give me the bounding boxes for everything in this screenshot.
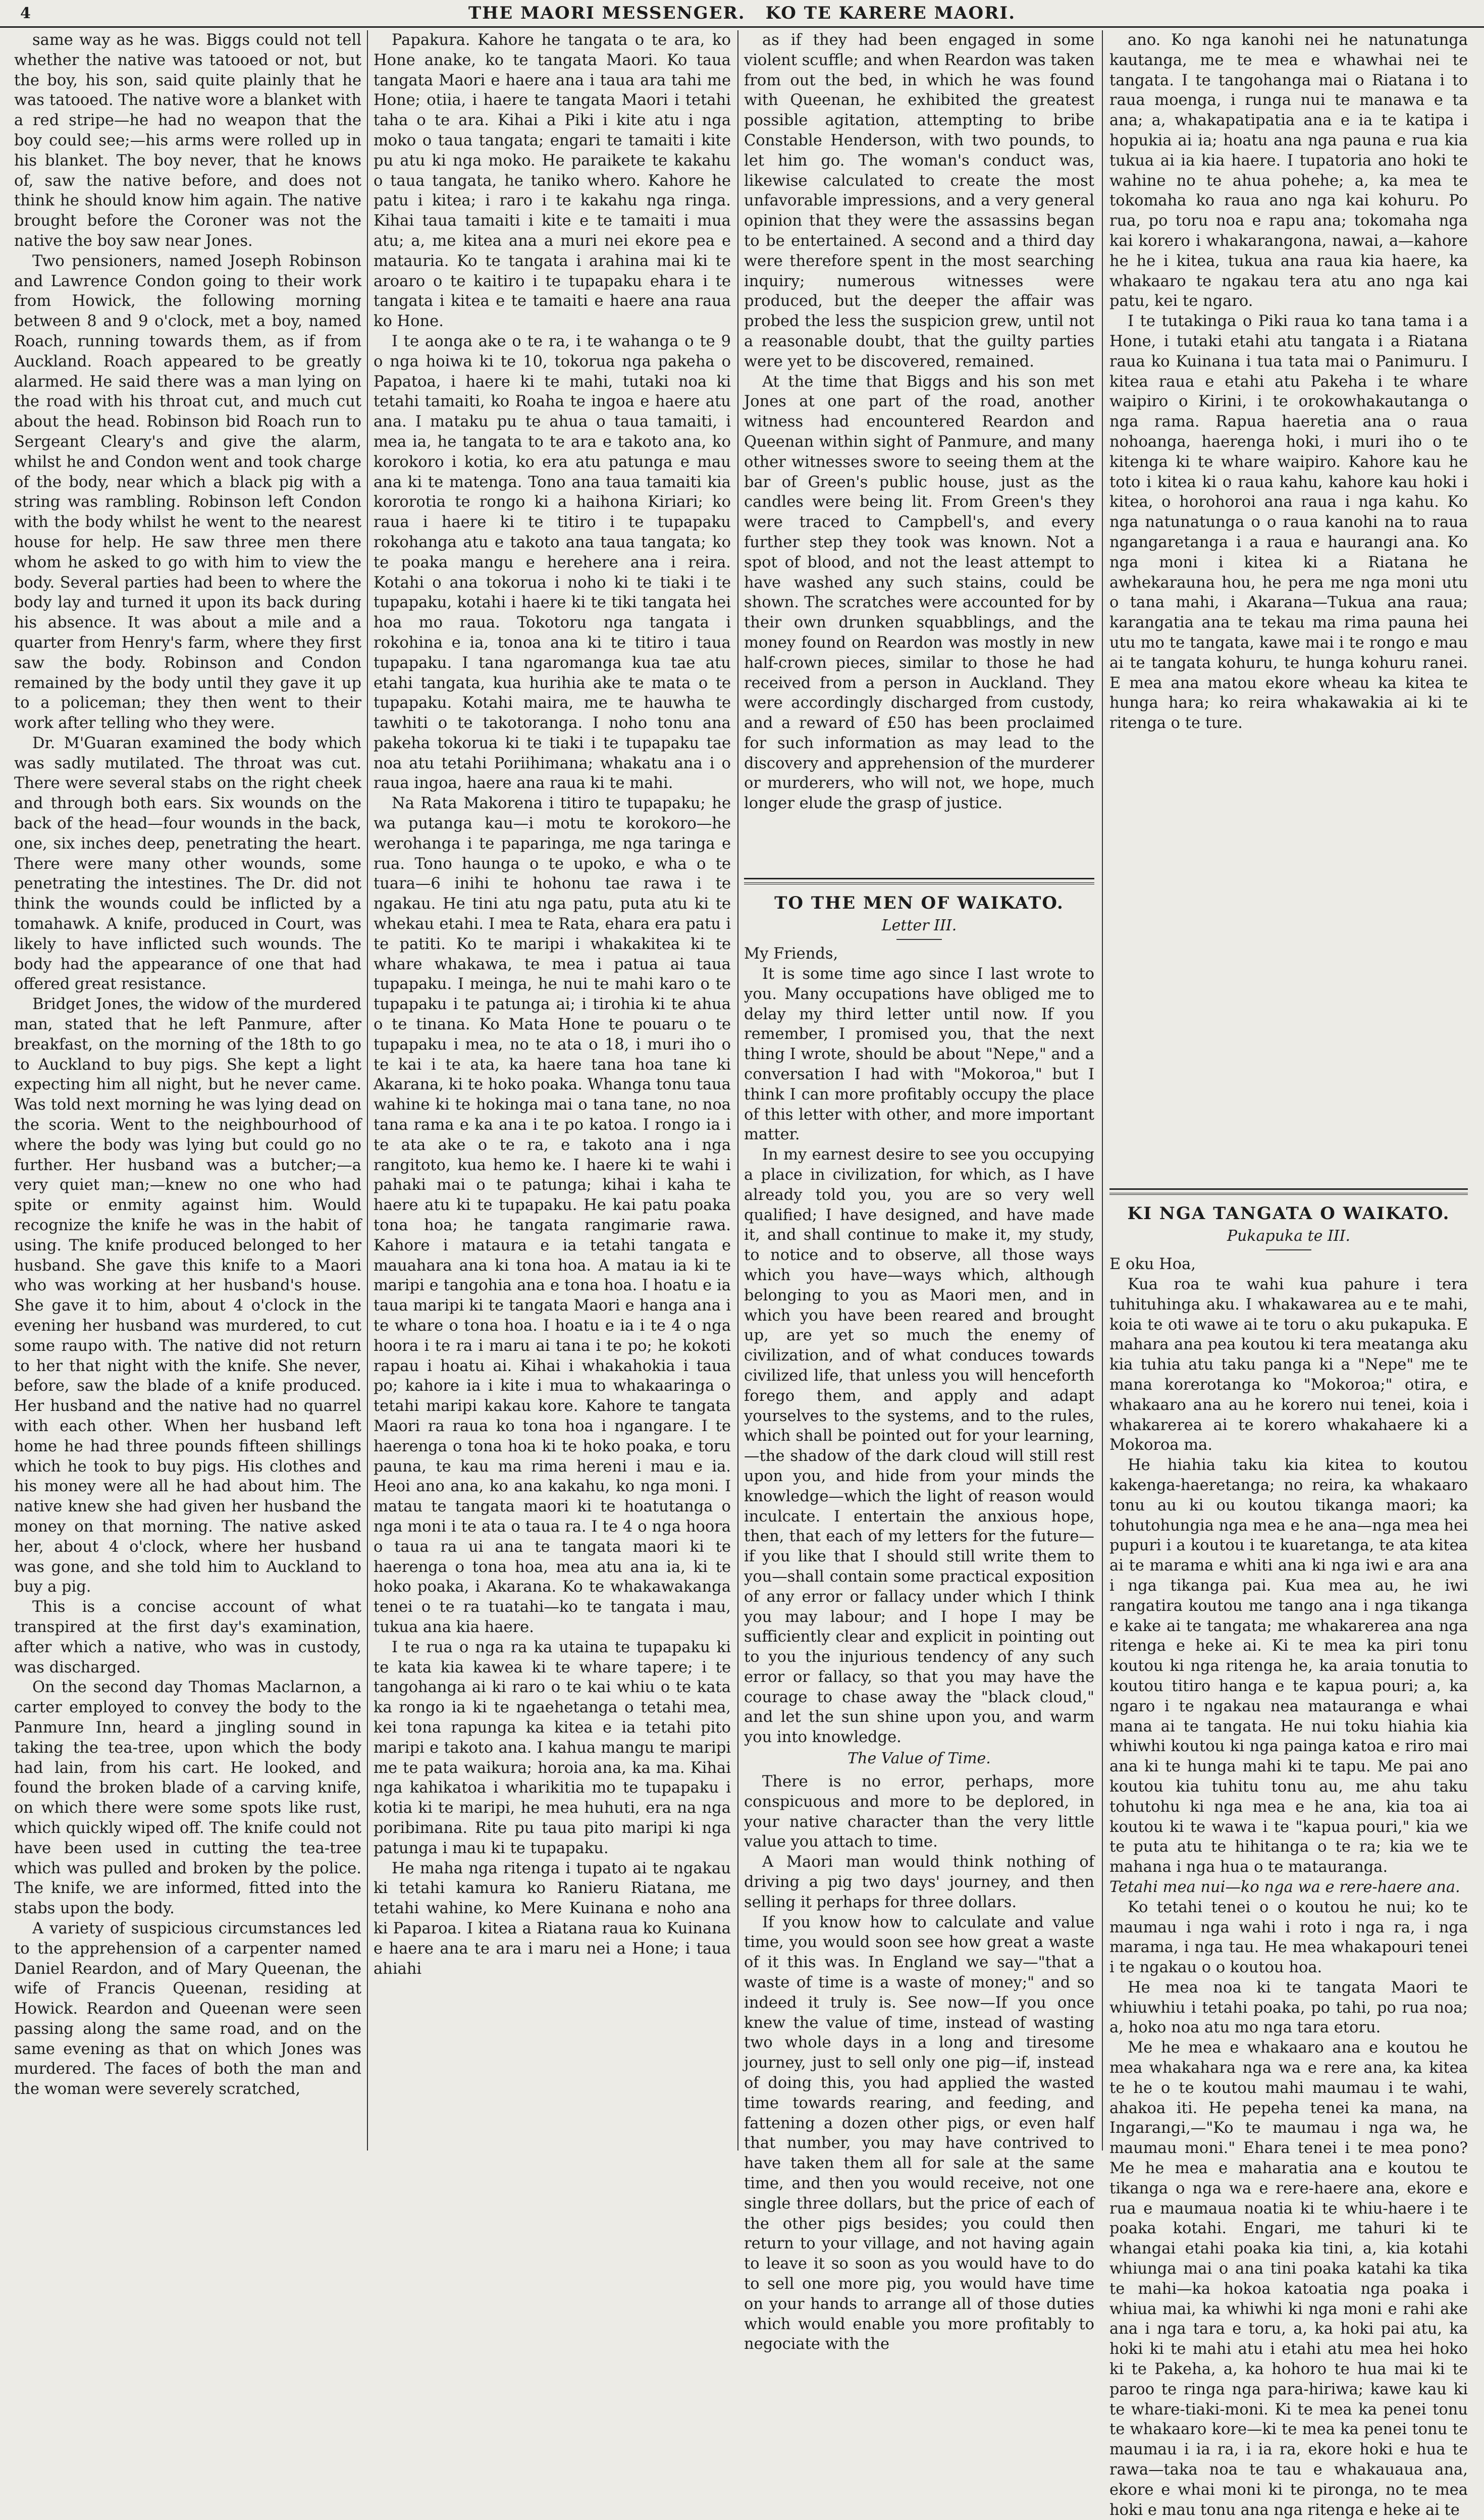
- paragraph: Me he mea e whakaaro ana e koutou he mea whakahara nga wa e rere ana, ka kitea te he o te koutou mahi maumau i te wahi, ahakoa iti. He pepeha tenei ka mana, na Ingarangi,—"Ko te maumau i nga wa, he maumau moni." Ehara tenei i te mea pono? Me he mea e maharatia ana e koutou te tikanga o nga wa e rere-haere ana, ekore e rua e maumaua noatia ki te whiu-haere i te poaka kotahi. Engari, me tahuri ki te whangai etahi poaka kia tini, a, kia kotahi whiunga mai o ana tini poaka katahi ka tika te mahi—ka hokoa katoatia nga poaka i whiua mai, ka whiwhi ki nga moni e rahi ake ana i nga tara e toru, a, ka hoki pai atu, ka hoki ki te mahi atu i etahi atu mea hei hoko ki te Pakeha, a, ka hohoro te hua mai ki te paroo te ringa nga para-hiriwa; kawe kau ki te whare-tiaki-moni. Ki te mea ka penei tonu te whakaaro kore—ki te mea ka penei tonu te maumau i ia ra, i ia ra, ekore hoki e hua te rawa—taka noa te tau e whakauaua ana, ekore e whai moni ki te pironga, no te mea hoki e mau tonu ana nga ritenga e heke ai te: [1109, 2039, 1468, 2519]
- paragraph: In my earnest desire to see you occupying a place in civilization, for which, as I have already told you, you are so very well qualified; I have designed, and have made it, and shall continue to make it, my study, to notice and to observe, all those ways which you have—ways which, although belonging to you as Maori men, and in which you have been reared and brought up, are yet so much the enemy of civilization, and of what conduces towards civilized life, that unless you will henceforth forego them, and apply and adapt yourselves to the systems, and to the rules, which shall be pointed out for your learning,—the shadow of the dark cloud will still rest upon you, and hide from your minds the knowledge—which the light of reason would inculcate. I entertain the anxious hope, then, that each of my letters for the future—if you like that I should still write them to you—shall contain some practical exposition of any error or fallacy under which I think you may labour; and I hope I may be sufficiently clear and explicit in pointing out to you the injurious tendency of any such error or fallacy, so that you may have the courage to chase away the "black cloud," and let the sun shine upon you, and warm you into knowledge.: [744, 1146, 1094, 1747]
- section-divider: [1109, 1193, 1468, 1195]
- paragraph: Bridget Jones, the widow of the murdered man, stated that he left Panmure, after breakfast, on the morning of the 18th to go to Auckland to buy pigs. She kept a light expecting him all night, but he never came. Was told next morning he was lying dead on the scoria. Went to the neighbourhood of where the body was lying but could go no further. Her husband was a butcher;—a very quiet man;—knew no one who had spite or enmity against him. Would recognize the knife he was in the habit of using. The knife produced belonged to her husband. She gave this knife to a Maori who was working at her husband's house. She gave it to him, about 4 o'clock in the evening her husband was murdered, to cut some raupo with. The native did not return to her that night with the knife. She never, before, saw the blade of a knife produced. Her husband and the native had no quarrel with each other. When her husband left home he had three pounds fifteen shillings which he took to buy pigs. His clothes and his money were all he had about him. The native knew she had given her husband the money on that morning. The native asked her, about 4 o'clock, where her husband was gone, and she told him to Auckland to buy a pig.: [14, 995, 361, 1596]
- letter-subheading: Pukapuka te III.: [1227, 1227, 1351, 1245]
- paragraph: This is a concise account of what transpired at the first day's examination, after which a native, who was in custody, was discharged.: [14, 1598, 361, 1676]
- paragraph: A variety of suspicious circumstances led to the apprehension of a carpenter named Daniel Reardon, and of Mary Queenan, the wife of Francis Queenan, residing at Howick. Reardon and Queenan were seen passing along the same road, and on the same evening as that on which Jones was murdered. The faces of both the man and the woman were severely scratched,: [14, 1919, 361, 2098]
- paragraph: He maha nga ritenga i tupato ai te ngakau ki tetahi kamura ko Ranieru Riatana, me tetahi wahine, ko Mere Kuinana e noho ana ki Paparoa. I kitea a Riatana raua ko Kuinana e haere ana te ara i maru nei a Hone; i taua ahiahi: [374, 1859, 731, 1978]
- column-3-english: [744, 30, 1095, 2353]
- column-rule: [737, 30, 738, 2150]
- paragraph: Na Rata Makorena i titiro te tupapaku; he wa putanga kau—i motu te korokoro—he werohanga i te paparinga, me nga taringa e rua. Tono haunga o te upoko, e wha o te tuara—6 inihi te hohonu tae rawa i te ngakau. He tini atu nga patu, puta atu ki te whekau etahi. I mea te Rata, ehara era patu i te patiti. Ko te maripi i whakakitea ki te whare whakawa, te mea i patua ai taua tupapaku. I meinga, he nui te mahi karo o te tupapaku i te patunga ai; i tirohia ki te ahua o te tinana. Ko Mata Hone te pouaru o te tupapaku i mea, no te ata o 18, i muri iho o te kai i te ata, ka haere tana hoa tane ki Akarana, ki te hoko poaka. Whanga tonu taua wahine ki te hokinga mai o tana tane, no noa tana rama e ka ana i te po katoa. I rongo ia i te ata ake o te ra, e takoto ana i nga rangitoto, kua hemo ke. I haere ki te wahi i pahaki mai o te patunga; kihai i kaha te haere atu ki te tupapaku. He kai patu poaka tona hoa; he tangata rangimarie rawa. Kahore i mataura e ia tetahi tangata e mauahara ana ki tona hoa. A matau ia ki te maripi e tangohia ana e tona hoa. I hoatu e ia taua maripi ki te tangata Maori e hanga ana i te whare o tona hoa. I hoatu e ia i te 4 o nga hoora i te ra i maru ai tana i te po; he kokoti rapau i hoatu ai. Kihai i whakahokia i taua po; kahore ia i kite i mua to whakaaringa o tetahi maripi kakau kore. Kahore te tangata Maori ra raua ko tona hoa i ngangare. I te haerenga o tona hoa ki te hoko poaka, e toru pauna, te kau ma rima hereni i mau e ia. Heoi ano ana, ko ana kakahu, ko nga moni. I matau te tangata maori ki te hoatutanga o nga moni i te ata o taua ra. I te 4 o nga hoora o taua ra ui ana te tangata maori ki te haerenga o tona hoa, mea atu ana ia, ki te hoko poaka, i Akarana. Ko te whakawakanga tenei o te ra tuatahi—ko te tangata i mau, tukua ana kia haere.: [374, 795, 731, 1636]
- column-rule: [367, 30, 368, 2150]
- paragraph: He hiahia taku kia kitea to koutou kakenga-haeretanga; no reira, ka whakaaro tonu au ki ou koutou tikanga maori; ka tohutohungia nga mea e he ana—nga mea hei pupuri i a koutou i te kuaretanga, te ata kitea ai te marama e whiti ana ki nga iwi e ara ana i nga tikanga pai. Kua mea au, he iwi rangatira koutou me tango ana i nga tikanga e kake ai te tangata; me whakarerea ana nga ritenga e heke ai. Ki te mea ka piri tonu koutou ki nga ritenga he, ka araia tonutia to koutou titiro hanga e te kapua pouri; a, ka ngaro i te ngakau nea matauranga e whai mana ai te tangata. He nui toku hiahia kia whiwhi koutou ki nga painga katoa e riro mai ana ki te hunga mahi ki te tapu. Me pai ano koutou kia tuhitu tonu au, me ahu taku tohutohu ki nga mea e he ana, kia toa ai koutou ki te wawa i te "kapua pouri," kia we te puta atu te hihitanga o te ra; kia we te mahana i nga hua o te matauranga.: [1109, 1456, 1468, 1876]
- column-4-maori: [1109, 30, 1468, 2519]
- section-divider: [744, 882, 1094, 884]
- letter-heading: KI NGA TANGATA O WAIKATO.: [1127, 1203, 1450, 1224]
- paragraph: Kua roa te wahi kua pahure i tera tuhituhinga aku. I whakawarea au e te mahi, koia te oti wawe ai te toru o aku pukapuka. E mahara ana pea koutou ki tera meatanga aku kia tuhia atu taku panga ki a "Nepe" me te mana korerotanga ko "Mokoroa;" otira, e whakaaro ana au he korero nui tenei, koia i whakarerea ai te korero whakahaere ki a Mokoroa ma.: [1109, 1276, 1468, 1454]
- paragraph: If you know how to calculate and value time, you would soon see how great a waste of it this was. In England we say—"that a waste of time is a waste of money;" and so indeed it truly is. See now—If you once knew the value of time, instead of wasting two whole days in a long and tiresome journey, just to sell only one pig—if, instead of doing this, you had applied the wasted time towards rearing, and feeding, and fattening a dozen other pigs, or even half that number, you may have contrived to have taken them all for sale at the same time, and then you would receive, not one single three dollars, but the price of each of the other pigs besides; you could then return to your village, and not having again to leave it so soon as you would have to do to sell one more pig, you would have time on your hands to arrange all of those duties which would enable you more profitably to negociate with the: [744, 1913, 1094, 2353]
- letter-subheading: Letter III.: [881, 917, 957, 934]
- section-divider: [1109, 1188, 1468, 1190]
- report-continuation: [744, 30, 1094, 871]
- short-rule: [896, 939, 942, 940]
- paragraph: Dr. M'Guaran examined the body which was sadly mutilated. The throat was cut. There were several stabs on the right cheek and through both ears. Six wounds on the back of the head—four wounds in the back, one, six inches deep, penetrating the heart. There were many other wounds, some penetrating the intestines. The Dr. did not think the wounds could be inflicted by a tomahawk. A knife, produced in Court, was likely to have inflicted such wounds. The body had the appearance of one that had offered great resistance.: [14, 734, 361, 993]
- paragraph: I te rua o nga ra ka utaina te tupapaku ki te kata kia kawea ki te whare tapere; i te tangohanga ai ki raro o te kai whiu o te kata ka rongo ia ki te ngaehetanga o tetahi mea, kei tona rapunga ka kitea e ia tetahi pito maripi e takoto ana. I kahua mangu te maripi me te pata waikura; horoia ana, ka ma. Kihai nga kahikatoa i wharikitia mo te tupapaku i kotia ki te maripi, he mea huhuti, era na nga poribimana. Rite pu taua pito maripi ki nga patunga i mau ki te tupapaku.: [374, 1638, 731, 1857]
- page-number: 4: [20, 4, 32, 22]
- paragraph: Papakura. Kahore he tangata o te ara, ko Hone anake, ko te tangata Maori. Ko taua tangata Maori e haere ana i taua ara tahi me Hone; otiia, i haere te tangata Maori i tetahi taha o te ara. Kihai a Piki i kite atu i nga moko o taua tangata; engari te tamaiti i kite pu atu ki nga moko. He paraikete te kakahu o taua tangata, he taniko whero. Kahore he patu i kitea; i raro i te kakahu nga ringa. Kihai taua tamaiti i kite e te tamaiti i mua atu; a, me kitea ana a muri nei ekore pea e matauria. Ko te tangata i arahina mai ki te aroaro o te kaitiro i te tupapaku ehara i te tangata i kitea e te tamaiti e haere ana raua ko Hone.: [374, 31, 731, 331]
- column-2-maori-report: [374, 30, 731, 2145]
- column-rule: [1102, 30, 1103, 2150]
- column-1-english-report: [14, 30, 361, 2145]
- paragraph: same way as he was. Biggs could not tell whether the native was tatooed or not, but the boy, his son, said quite plainly that he was tatooed. The native wore a blanket with a red stripe—he had no weapon that the boy could see;—his arms were rolled up in his blanket. The boy never, that he knows of, saw the native before, and does not think he should know him again. The native brought before the Coroner was not the native the boy saw near Jones.: [14, 31, 361, 250]
- paragraph: At the time that Biggs and his son met Jones at one part of the road, another witness had encountered Reardon and Queenan within sight of Panmure, and many other witnesses swore to seeing them at the bar of Green's public house, just as the candles were being lit. From Green's they were traced to Campbell's, and every further step they took was known. Not a spot of blood, and not the least attempt to have washed any such stains, could be shown. The scratches were accounted for by their own drunken squabblings, and the money found on Reardon was mostly in new half-crown pieces, similar to those he had received from a person in Auckland. They were accordingly discharged from custody, and a reward of £50 has been proclaimed for such information as may lead to the discovery and apprehension of the murderer or murderers, who will not, we hope, much longer elude the grasp of justice.: [744, 373, 1094, 813]
- masthead-title-maori: KO TE KARERE MAORI.: [765, 3, 1016, 23]
- paragraph: It is some time ago since I last wrote to you. Many occupations have obliged me to delay my third letter until now. If you remember, I promised you, that the next thing I wrote, should be about "Nepe," and a conversation I had with "Mokoroa," but I think I can more profitably occupy the place of this letter with other, and more important matter.: [744, 965, 1094, 1144]
- paragraph: Two pensioners, named Joseph Robinson and Lawrence Condon going to their work from Howick, the following morning between 8 and 9 o'clock, met a boy, named Roach, running towards them, as if from Auckland. Roach appeared to be greatly alarmed. He said there was a man lying on the road with his throat cut, and much cut about the head. Robinson bid Roach run to Sergeant Cleary's and give the alarm, whilst he and Condon went and took charge of the body, near which a black pig with a string was rambling. Robinson left Condon with the body whilst he went to the nearest house for help. He saw three men there whom he asked to go with him to view the body. Several parties had been to where the body lay and turned it upon its back during his absence. It was about a mile and a quarter from Henry's farm, where they first saw the body. Robinson and Condon remained by the body until they gave it up to a policeman; they then went to their work after telling who they were.: [14, 252, 361, 732]
- letter-heading: TO THE MEN OF WAIKATO.: [774, 893, 1064, 913]
- masthead-title-english: THE MAORI MESSENGER.: [468, 3, 746, 23]
- short-rule: [1266, 1249, 1311, 1250]
- paragraph: He mea noa ki te tangata Maori te whiuwhiu i tetahi poaka, po tahi, po rua noa; a, hoko noa atu mo nga tara etoru.: [1109, 1978, 1468, 2037]
- paragraph: I te tutakinga o Piki raua ko tana tama i a Hone, i tutaki etahi atu tangata i a Riatana raua ko Kuinana i tua tata mai o Panimuru. I kitea raua e etahi atu Pakeha i te whare waipiro o Kirini, i te orokowhakautanga o nga rama. Rapua haeretia ana o raua nohoanga, haerenga hoki, i muri iho o te kitenga ki te whare waipiro. Kahore kau he toto i kitea ki o raua kahu, kahore kau hoki i kitea, o horohoroi ana raua i nga kahu. Ko nga natunatunga o o raua kanohi na to raua ngangaretanga i a raua e haurangi ana. Ko nga moni i kitea ki a Riatana he awhekarauna hou, he pera me nga moni utu o tana mahi, i Akarana—Tukua ana raua; karangatia ana te tekau ma rima pauna hei utu mo te tangata, kawe mai i te rongo e mau ai te tangata kohuru, te hunga kohuru ranei. E mea ana matou ekore wheau ka kitea te hunga hara; ko reira whakawakia ai ki te ritenga o te ture.: [1109, 312, 1468, 732]
- section-divider: [744, 878, 1094, 879]
- paragraph: On the second day Thomas Maclarnon, a carter employed to convey the body to the Panmure Inn, heard a jingling sound in taking the tea-tree, upon which the body had lain, from his cart. He looked, and found the broken blade of a carving knife, on which there were some spots like rust, which quickly wiped off. The knife could not have been used in cutting the tea-tree which was pulled and broken by the police. The knife, we are informed, fitted into the stabs upon the body.: [14, 1678, 361, 1918]
- salutation: My Friends,: [744, 945, 838, 963]
- paragraph: Ko tetahi tenei o o koutou he nui; ko te maumau i nga wahi i roto i nga ra, i nga marama, i nga tau. He mea whakapouri tenei i te ngakau o o koutou hoa.: [1109, 1898, 1468, 1977]
- paragraph: There is no error, perhaps, more conspicuous and more to be deplored, in your native character than the very little value you attach to time.: [744, 1773, 1094, 1851]
- section-title: Tetahi mea nui—ko nga wa e rere-haere ana.: [1109, 1878, 1460, 1896]
- paragraph: ano. Ko nga kanohi nei he natunatunga kautanga, me te mea e whawhai nei te tangata. I te tangohanga mai o Riatana i to raua moenga, i runga nui te manawa e ta ana; a, whakapatipatia ana e ia te katipa i hopukia ai ia; hoatu ana nga pauna e rua kia tukua ai ia kia haere. I tupatoria ano hoki te wahine no te ahua pohehe; a, ka mea te tokomaha ko raua ano nga kai kohuru. Po rua, po toru noa e rapu ana; tokomaha nga kai korero i whakarangona, nawai, a—kahore he he i kitea, tukua ana raua kia haere, ka whakaaro te ngakau tera atu ano nga kai patu, kei te ngaro.: [1109, 31, 1468, 310]
- paragraph: as if they had been engaged in some violent scuffle; and when Reardon was taken from out the bed, in which he was found with Queenan, he exhibited the greatest possible agitation, attempting to bribe Constable Henderson, with two pounds, to let him go. The woman's conduct was, likewise calculated to create the most unfavorable impressions, and a very general opinion that they were the assassins began to be entertained. A second and a third day were therefore spent in the most searching inquiry; numerous witnesses were produced, but the deeper the affair was probed the less the suspicion grew, until not a reasonable doubt, that the guilty parties were yet to be discovered, remained.: [744, 31, 1095, 371]
- masthead: [0, 0, 1484, 28]
- paragraph: A Maori man would think nothing of driving a pig two days' journey, and then selling it perhaps for three dollars.: [744, 1853, 1094, 1911]
- paragraph: I te aonga ake o te ra, i te wahanga o te 9 o nga hoiwa ki te 10, tokorua nga pakeha o Papatoa, i haere ki te mahi, tutaki noa ki tetahi tamaiti, ko Roaha te ingoa e haere atu ana. I mataku pu te ahua o taua tamaiti, i mea ia, he tangata to te ara e takoto ana, ko korokoro i kotia, ko era atu patunga e mau ana ki te matenga. Tono ana taua tamaiti kia kororotia te rongo ki a haihona Kiriari; ko raua i haere ki te titiro i te tupapaku rokohanga atu e takoto ana taua tangata; ko te poaka mangu e herehere ana i reira. Kotahi o ana tokorua i noho ki te tiaki i te tupapaku, kotahi i haere ki te tiki tangata hei hoa mo raua. Tokotoru nga tangata i rokohina e ia, tonoa ana ki te titiro i taua tupapaku. I tana ngaromanga kua tae atu etahi tangata, kua hurihia ake te mata o te tupapaku. Kotahi maira, me te hauwha te tawhiti o te takotoranga. I noho tonu ana pakeha tokorua ki te tiaki i te tupapaku tae noa atu tetahi Poriihimana; whakatu ana i o raua ingoa, haere ana raua ki te mahi.: [374, 332, 731, 793]
- salutation: E oku Hoa,: [1109, 1255, 1196, 1273]
- report-continuation: [1109, 30, 1468, 1181]
- section-title: The Value of Time.: [847, 1750, 991, 1768]
